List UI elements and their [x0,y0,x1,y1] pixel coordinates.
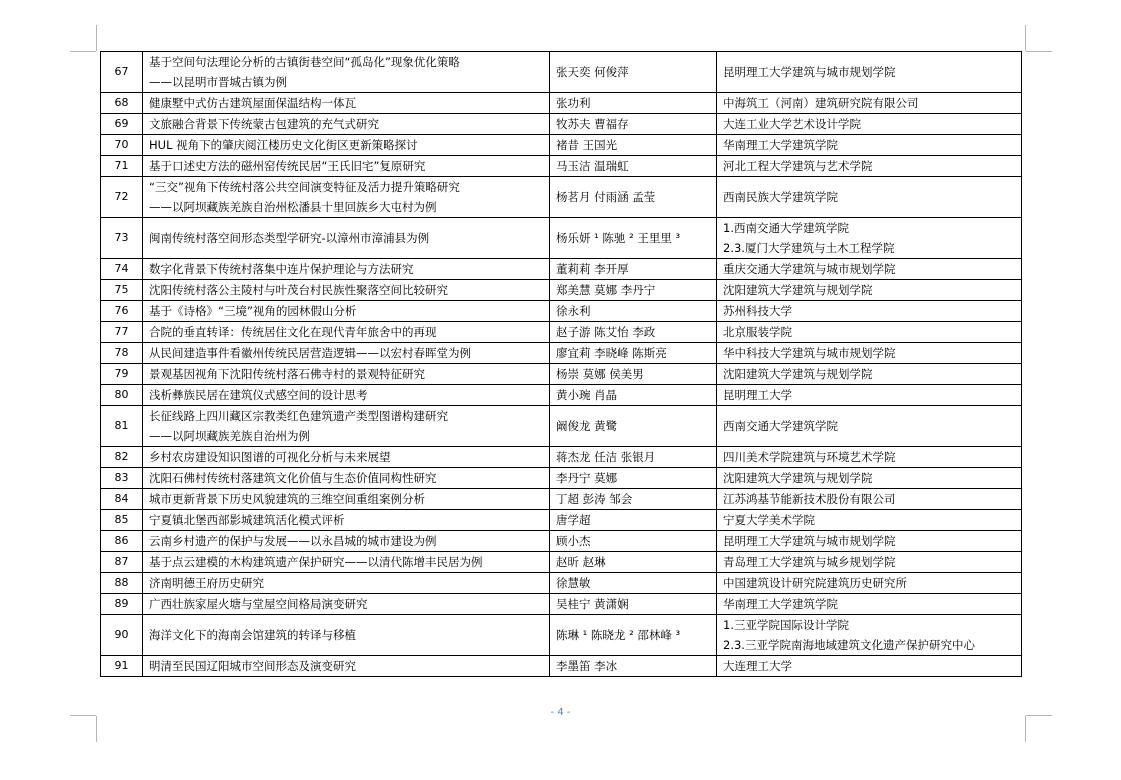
paper-title-line: 沈阳传统村落公主陵村与叶茂台村民族性聚落空间比较研究 [149,283,448,297]
paper-title-line: HUL 视角下的肇庆阅江楼历史文化街区更新策略探讨 [149,138,418,152]
institution-cell [717,552,1022,573]
authors-cell [550,259,717,280]
authors-cell [550,156,717,177]
institution-cell [717,447,1022,468]
paper-title-line: 健康墅中式仿古建筑屋面保温结构一体瓦 [149,96,356,110]
paper-title-line: 合院的垂直转译：传统居住文化在现代青年旅舍中的再现 [149,325,437,339]
table-row [101,280,1022,301]
institution-line: 重庆交通大学建筑与城市规划学院 [723,262,896,276]
institution-line: 2.3.厦门大学建筑与土木工程学院 [723,241,895,255]
authors-cell [550,52,717,93]
table-row [101,364,1022,385]
authors-line: 杨崇 莫娜 侯美男 [556,367,644,381]
authors-cell [550,135,717,156]
institution-line: 西南交通大学建筑学院 [723,419,838,433]
institution-line: 昆明理工大学建筑与城市规划学院 [723,65,896,79]
row-number-cell: 67 [101,52,143,93]
institution-cell [717,280,1022,301]
authors-line: 张功利 [556,96,591,110]
row-number-cell: 81 [101,406,143,447]
table-row [101,615,1022,656]
paper-title-cell [143,385,550,406]
institution-line: 大连理工大学 [723,659,792,673]
authors-cell [550,531,717,552]
institution-line: 四川美术学院建筑与环境艺术学院 [723,450,896,464]
institution-line: 青岛理工大学建筑与城乡规划学院 [723,555,896,569]
paper-title-cell [143,135,550,156]
institution-cell [717,156,1022,177]
institution-cell [717,489,1022,510]
authors-line: 李丹宁 莫娜 [556,471,618,485]
institution-line: 大连工业大学艺术设计学院 [723,117,861,131]
table-row [101,385,1022,406]
table-row [101,594,1022,615]
paper-title-cell [143,489,550,510]
institution-line: 中国建筑设计研究院建筑历史研究所 [723,576,907,590]
paper-title-cell [143,364,550,385]
authors-cell [550,301,717,322]
table-row [101,322,1022,343]
table-row [101,573,1022,594]
row-number-cell: 68 [101,93,143,114]
paper-title-cell [143,594,550,615]
table-row [101,468,1022,489]
paper-title-line: “三交”视角下传统村落公共空间演变特征及活力提升策略研究 [149,180,460,194]
paper-title-cell [143,531,550,552]
row-number-cell: 75 [101,280,143,301]
authors-cell [550,406,717,447]
row-number-cell: 90 [101,615,143,656]
paper-title-cell [143,93,550,114]
authors-cell [550,364,717,385]
institution-cell [717,510,1022,531]
paper-title-cell [143,615,550,656]
institution-cell [717,406,1022,447]
institution-line: 昆明理工大学建筑与城市规划学院 [723,534,896,548]
table-row [101,656,1022,677]
page-number: - 4 - [550,707,571,718]
institution-line: 苏州科技大学 [723,304,792,318]
authors-cell [550,177,717,218]
paper-title-line: 基于点云建模的木构建筑遗产保护研究——以清代陈增丰民居为例 [149,555,483,569]
row-number-cell: 73 [101,218,143,259]
institution-cell [717,93,1022,114]
paper-title-line: 城市更新背景下历史风貌建筑的三维空间重组案例分析 [149,492,425,506]
authors-line: 牧苏夫 曹福存 [556,117,629,131]
paper-title-line: 基于口述史方法的磁州窑传统民居“王氏旧宅”复原研究 [149,159,426,173]
table-row [101,447,1022,468]
row-number-cell: 91 [101,656,143,677]
table-row [101,156,1022,177]
authors-line: 董莉莉 李开厚 [556,262,629,276]
paper-title-line: 明清至民国辽阳城市空间形态及演变研究 [149,659,356,673]
paper-title-line: 文旅融合背景下传统蒙古包建筑的充气式研究 [149,117,379,131]
table-row [101,218,1022,259]
authors-cell [550,218,717,259]
institution-cell [717,177,1022,218]
authors-line: 褚昔 王国光 [556,138,618,152]
authors-line: 张天奕 何俊萍 [556,65,629,79]
paper-title-cell [143,301,550,322]
paper-title-line: 广西壮族家屋火塘与堂屋空间格局演变研究 [149,597,368,611]
institution-line: 1.三亚学院国际设计学院 [723,618,849,632]
institution-cell [717,656,1022,677]
row-number-cell: 74 [101,259,143,280]
paper-title-line: 浅析彝族民居在建筑仪式感空间的设计思考 [149,388,368,402]
authors-line: 郑美慧 莫娜 李丹宁 [556,283,656,297]
authors-cell [550,468,717,489]
paper-title-cell [143,406,550,447]
institution-line: 昆明理工大学 [723,388,792,402]
authors-cell [550,489,717,510]
paper-title-cell [143,259,550,280]
authors-line: 顾小杰 [556,534,591,548]
institution-line: 2.3.三亚学院南海地域建筑文化遗产保护研究中心 [723,638,975,652]
row-number-cell: 77 [101,322,143,343]
row-number-cell: 69 [101,114,143,135]
authors-cell [550,447,717,468]
authors-line: 蒋杰龙 任洁 张银月 [556,450,656,464]
table-row [101,406,1022,447]
institution-cell [717,364,1022,385]
paper-list-table [100,51,1022,677]
paper-title-line: 济南明德王府历史研究 [149,576,264,590]
institution-cell [717,385,1022,406]
row-number-cell: 80 [101,385,143,406]
institution-cell [717,343,1022,364]
institution-line: 西南民族大学建筑学院 [723,190,838,204]
paper-title-line: 海洋文化下的海南会馆建筑的转译与移植 [149,628,356,642]
paper-title-line: 长征线路上四川藏区宗教类红色建筑遗产类型图谱构建研究 [149,409,448,423]
institution-line: 华南理工大学建筑学院 [723,138,838,152]
institution-line: 北京服装学院 [723,325,792,339]
authors-cell [550,114,717,135]
authors-cell [550,615,717,656]
row-number-cell: 83 [101,468,143,489]
authors-line: 黄小琬 肖晶 [556,388,618,402]
institution-line: 沈阳建筑大学建筑与规划学院 [723,283,873,297]
paper-title-line: 数字化背景下传统村落集中连片保护理论与方法研究 [149,262,414,276]
row-number-cell: 76 [101,301,143,322]
institution-line: 宁夏大学美术学院 [723,513,815,527]
authors-line: 杨茗月 付雨涵 孟莹 [556,190,656,204]
paper-title-cell [143,656,550,677]
authors-cell [550,573,717,594]
institution-cell [717,594,1022,615]
institution-cell [717,259,1022,280]
row-number-cell: 84 [101,489,143,510]
row-number-cell: 78 [101,343,143,364]
authors-line: 徐慧敏 [556,576,591,590]
table-row [101,114,1022,135]
authors-line: 阚俊龙 黄鹭 [556,419,618,433]
institution-line: 河北工程大学建筑与艺术学院 [723,159,873,173]
authors-line: 赵昕 赵琳 [556,555,606,569]
paper-title-cell [143,510,550,531]
authors-line: 廖宜莉 李晓峰 陈斯亮 [556,346,667,360]
paper-title-cell [143,52,550,93]
row-number-cell: 88 [101,573,143,594]
authors-line: 李墨笛 李冰 [556,659,618,673]
institution-line: 江苏鸿基节能新技术股份有限公司 [723,492,896,506]
row-number-cell: 87 [101,552,143,573]
row-number-cell: 72 [101,177,143,218]
institution-cell [717,615,1022,656]
authors-line: 陈琳 ¹ 陈晓龙 ² 邵林峰 ³ [556,628,681,642]
paper-title-cell [143,447,550,468]
authors-line: 杨乐妍 ¹ 陈驰 ² 王里里 ³ [556,231,681,245]
crop-mark-top-right-vertical [1025,25,1026,51]
table-row [101,510,1022,531]
authors-cell [550,322,717,343]
row-number-cell: 82 [101,447,143,468]
authors-line: 丁超 彭涛 邹会 [556,492,633,506]
authors-cell [550,510,717,531]
table-row [101,177,1022,218]
crop-mark-bottom-left-vertical [96,716,97,742]
paper-title-line: 从民间建造事件看徽州传统民居营造逻辑——以宏村春晖堂为例 [149,346,471,360]
row-number-cell: 86 [101,531,143,552]
institution-cell [717,218,1022,259]
crop-mark-top-left-vertical [96,25,97,51]
institution-cell [717,114,1022,135]
paper-title-cell [143,177,550,218]
authors-cell [550,552,717,573]
paper-title-cell [143,552,550,573]
authors-line: 徐永利 [556,304,591,318]
institution-cell [717,573,1022,594]
paper-title-line: 基于《诗格》“三境”视角的园林假山分析 [149,304,357,318]
paper-title-line: 闽南传统村落空间形态类型学研究-以漳州市漳浦县为例 [149,231,430,245]
institution-cell [717,322,1022,343]
paper-title-line: 景观基因视角下沈阳传统村落石佛寺村的景观特征研究 [149,367,425,381]
paper-list-body [101,52,1022,677]
authors-cell [550,656,717,677]
authors-cell [550,594,717,615]
paper-title-cell [143,322,550,343]
institution-line: 中海筑工（河南）建筑研究院有限公司 [723,96,919,110]
table-row [101,552,1022,573]
institution-cell [717,301,1022,322]
institution-line: 华中科技大学建筑与城市规划学院 [723,346,896,360]
row-number-cell: 89 [101,594,143,615]
institution-line: 沈阳建筑大学建筑与规划学院 [723,471,873,485]
row-number-cell: 70 [101,135,143,156]
paper-title-cell [143,156,550,177]
authors-line: 唐学超 [556,513,591,527]
paper-title-line: ——以昆明市晋城古镇为例 [149,75,287,89]
paper-title-cell [143,218,550,259]
institution-cell [717,468,1022,489]
table-row [101,52,1022,93]
row-number-cell: 71 [101,156,143,177]
table-row [101,489,1022,510]
institution-line: 沈阳建筑大学建筑与规划学院 [723,367,873,381]
paper-title-line: 乡村农房建设知识图谱的可视化分析与未来展望 [149,450,391,464]
paper-title-cell [143,343,550,364]
crop-mark-top-right-horizontal [1026,51,1052,52]
paper-title-line: 宁夏镇北堡西部影城建筑活化模式评析 [149,513,345,527]
authors-line: 赵子游 陈艾怡 李政 [556,325,656,339]
authors-cell [550,93,717,114]
authors-line: 马玉洁 温瑞虹 [556,159,629,173]
paper-title-line: 基于空间句法理论分析的古镇街巷空间“孤岛化”现象优化策略 [149,55,460,69]
paper-title-cell [143,573,550,594]
crop-mark-top-left-horizontal [70,51,96,52]
table-row [101,135,1022,156]
institution-line: 1.西南交通大学建筑学院 [723,221,849,235]
institution-cell [717,531,1022,552]
authors-cell [550,280,717,301]
paper-title-line: 沈阳石佛村传统村落建筑文化价值与生态价值同构性研究 [149,471,437,485]
institution-cell [717,52,1022,93]
paper-title-line: 云南乡村遗产的保护与发展——以永昌城的城市建设为例 [149,534,437,548]
authors-line: 吴桂宁 黄潇娴 [556,597,629,611]
table-row [101,259,1022,280]
crop-mark-bottom-right-vertical [1025,716,1026,742]
paper-title-line: ——以阿坝藏族羌族自治州为例 [149,429,310,443]
table-row [101,301,1022,322]
paper-title-line: ——以阿坝藏族羌族自治州松潘县十里回族乡大屯村为例 [149,200,437,214]
authors-cell [550,385,717,406]
institution-line: 华南理工大学建筑学院 [723,597,838,611]
paper-title-cell [143,114,550,135]
paper-title-cell [143,280,550,301]
institution-cell [717,135,1022,156]
paper-title-cell [143,468,550,489]
row-number-cell: 85 [101,510,143,531]
table-row [101,93,1022,114]
table-row [101,343,1022,364]
authors-cell [550,343,717,364]
table-row [101,531,1022,552]
row-number-cell: 79 [101,364,143,385]
